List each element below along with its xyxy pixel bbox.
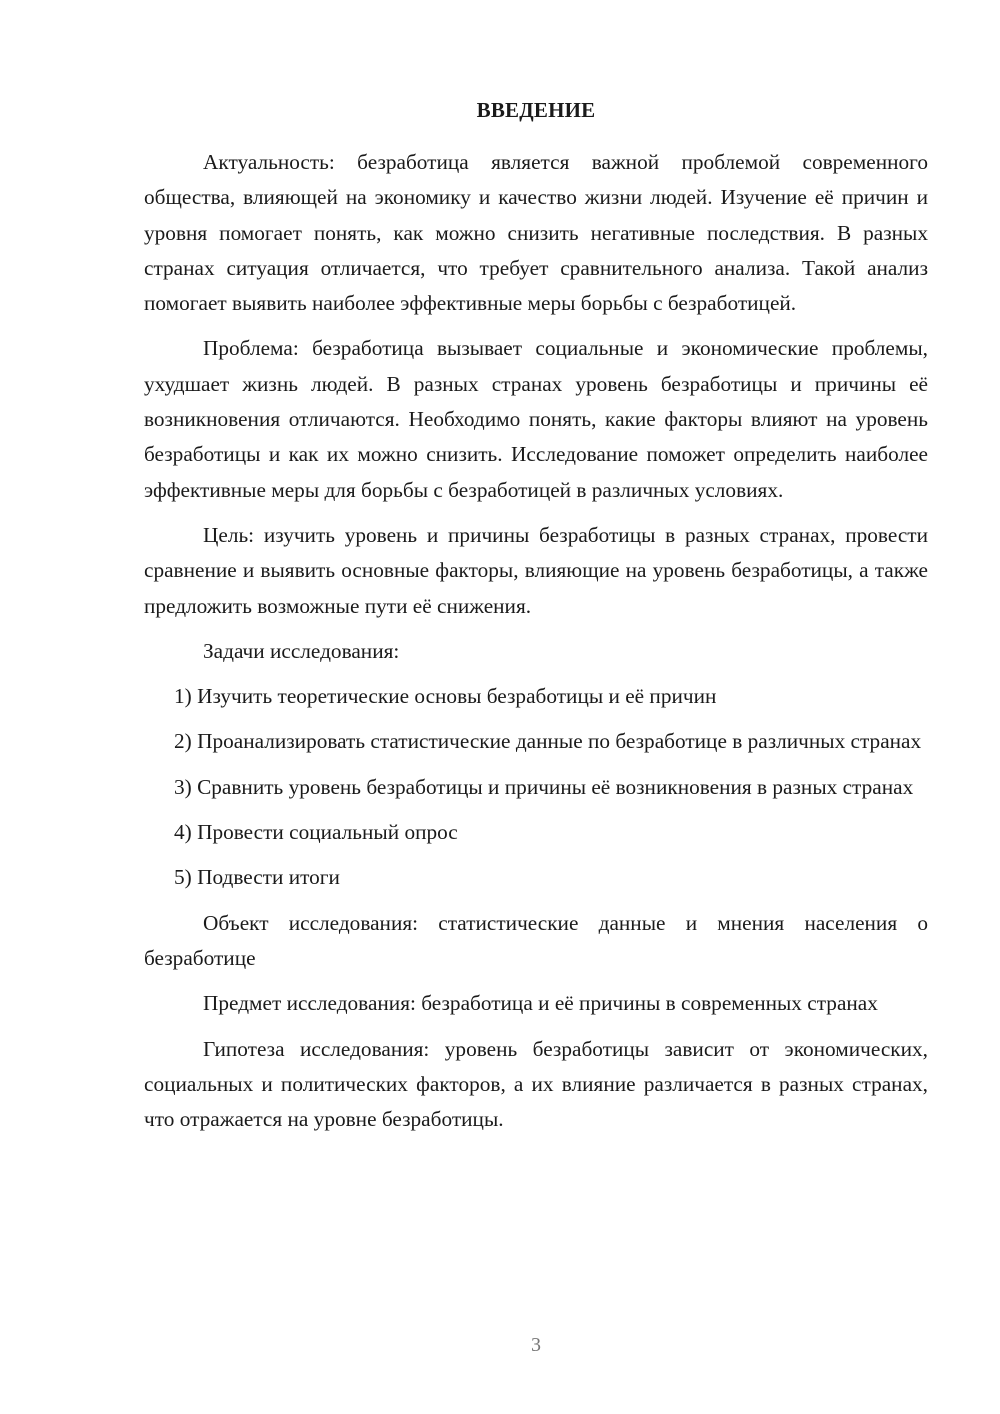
page-content (144, 94, 928, 1137)
subject-paragraph: Предмет исследования: безработица и её причины в современных странах (203, 991, 878, 1016)
object-paragraph: Объект исследования: статистические данные и мнения населения о безработице (144, 910, 928, 970)
tasks-heading: Задачи исследования: (203, 638, 400, 663)
page-title: ВВЕДЕНИЕ (476, 98, 596, 122)
hypothesis-paragraph: Гипотеза исследования: уровень безработицы зависит от экономических, социальных и политических факторов, а их влияние различается в разных странах, что отражается на уровне безработицы. (144, 1036, 928, 1132)
page-number: 3 (531, 1334, 541, 1356)
task-item-1: 1) Изучить теоретические основы безработицы и её причин (174, 684, 717, 709)
task-item-2: 2) Проанализировать статистические данные по безработице в различных странах (174, 729, 922, 754)
goal-paragraph: Цель: изучить уровень и причины безработицы в разных странах, провести сравнение и выявить основные факторы, влияющие на уровень безработицы, а также предложить возможные пути её снижения. (144, 522, 928, 618)
problem-paragraph: Проблема: безработица вызывает социальные и экономические проблемы, ухудшает жизнь людей. В разных странах уровень безработицы и причины её возникновения отличаются. Необходимо понять, какие факторы влияют на уровень безработицы и как их можно снизить. Исследование поможет определить наиболее эффективные меры для борьбы с безработицей в различных условиях. (144, 336, 928, 502)
task-item-3: 3) Сравнить уровень безработицы и причины её возникновения в разных странах (174, 774, 914, 799)
relevance-paragraph: Актуальность: безработица является важной проблемой современного общества, влияющей на экономику и качество жизни людей. Изучение её причин и уровня помогает понять, как можно снизить негативные последствия. В разных странах ситуация отличается, что требует сравнительного анализа. Такой анализ помогает выявить наиболее эффективные меры борьбы с безработицей. (144, 150, 928, 316)
task-item-5: 5) Подвести итоги (174, 865, 340, 890)
task-item-4: 4) Провести социальный опрос (174, 820, 458, 845)
